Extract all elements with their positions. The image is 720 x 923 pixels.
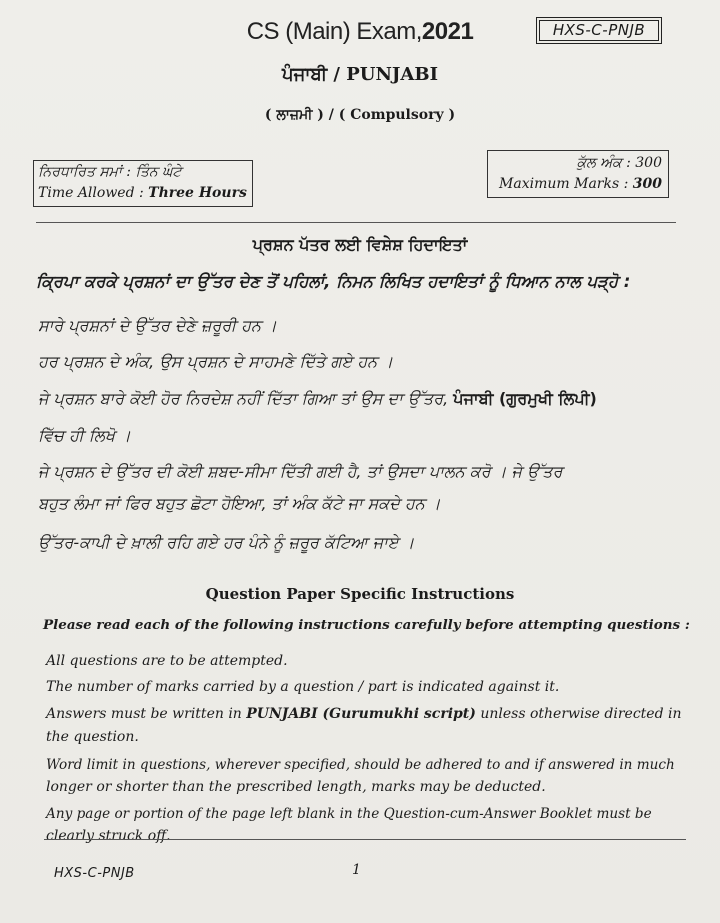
english-instruction-3-text: Answers must be written in (46, 706, 247, 722)
maximum-marks-box (487, 150, 669, 198)
punjabi-instruction-3 (38, 389, 597, 409)
page-number: 1 (352, 862, 361, 878)
english-instruction-3-cont: the question. (46, 729, 139, 745)
paper-code-box: HXS-C-PNJB (536, 17, 662, 44)
english-instruction-5-cont: clearly struck off. (46, 828, 171, 844)
time-allowed-box (33, 160, 253, 207)
footer-paper-code: HXS-C-PNJB (54, 866, 135, 881)
compulsory-label: ( ਲਾਜ਼ਮੀ ) / ( Compulsory ) (264, 107, 456, 123)
punjabi-instruction-1: ਸਾਰੇ ਪ੍ਰਸ਼ਨਾਂ ਦੇ ਉੱਤਰ ਦੇਣੇ ਜ਼ਰੂਰੀ ਹਨ । (38, 316, 277, 335)
english-instruction-2: The number of marks carried by a question / part is indicated against it. (46, 679, 560, 695)
header-divider (36, 222, 676, 223)
english-instruction-5: Any page or portion of the page left blank in the Question-cum-Answer Booklet must be (46, 806, 652, 822)
punjabi-script-emphasis: ਪੰਜਾਬੀ (ਗੁਰਮੁਖੀ ਲਿਪੀ) (453, 389, 597, 408)
english-instructions-heading: Question Paper Specific Instructions (205, 585, 515, 603)
english-lead-instruction: Please read each of the following instructions carefully before attempting questions : (43, 617, 690, 633)
maximum-marks-english (499, 176, 662, 192)
exam-title-text: CS (Main) Exam, (246, 18, 422, 45)
punjabi-instruction-3-text: ਜੇ ਪ੍ਰਸ਼ਨ ਬਾਰੇ ਕੋਈ ਹੋਰ ਨਿਰਦੇਸ਼ ਨਹੀਂ ਦਿੱਤਾ ਗਿਆ ਤਾਂ ਉਸ ਦਾ ਉੱਤਰ, (38, 389, 454, 408)
maximum-marks-label: Maximum Marks : (499, 176, 633, 192)
time-allowed-label: Time Allowed : (38, 185, 149, 201)
punjabi-instructions-heading: ਪ੍ਰਸ਼ਨ ਪੱਤਰ ਲਈ ਵਿਸ਼ੇਸ਼ ਹਿਦਾਇਤਾਂ (252, 235, 468, 254)
english-instruction-4: Word limit in questions, wherever specified, should be adhered to and if answered in much (46, 757, 675, 773)
exam-year: 2021 (421, 18, 474, 45)
time-allowed-english (38, 185, 247, 201)
english-instruction-3-tail: unless otherwise directed in (475, 706, 682, 722)
punjabi-instruction-3-cont: ਵਿੱਚ ਹੀ ਲਿਖੋ । (38, 426, 131, 445)
punjabi-lead-instruction: ਕ੍ਰਿਪਾ ਕਰਕੇ ਪ੍ਰਸ਼ਨਾਂ ਦਾ ਉੱਤਰ ਦੇਣ ਤੋਂ ਪਹਿਲਾਂ, ਨਿਮਨ ਲਿਖਿਤ ਹਦਾਇਤਾਂ ਨੂੰ ਧਿਆਨ ਨਾਲ ਪੜ੍ਹੋ : (36, 272, 631, 291)
subject-title: ਪੰਜਾਬੀ / PUNJABI (281, 64, 439, 85)
time-allowed-value: Three Hours (148, 185, 247, 201)
maximum-marks-punjabi: ਕੁੱਲ ਅੰਕ : 300 (576, 155, 662, 171)
maximum-marks-value: 300 (632, 176, 662, 192)
english-instruction-1: All questions are to be attempted. (46, 653, 288, 669)
english-script-emphasis: PUNJABI (Gurumukhi script) (246, 706, 476, 722)
punjabi-instruction-4-cont: ਬਹੁਤ ਲੰਮਾ ਜਾਂ ਫਿਰ ਬਹੁਤ ਛੋਟਾ ਹੋਇਆ, ਤਾਂ ਅੰਕ ਕੱਟੇ ਜਾ ਸਕਦੇ ਹਨ । (38, 494, 441, 513)
english-instruction-3 (46, 706, 681, 722)
punjabi-instruction-5: ਉੱਤਰ-ਕਾਪੀ ਦੇ ਖ਼ਾਲੀ ਰਹਿ ਗਏ ਹਰ ਪੰਨੇ ਨੂੰ ਜ਼ਰੂਰ ਕੱਟਿਆ ਜਾਏ । (38, 533, 415, 552)
punjabi-instruction-4: ਜੇ ਪ੍ਰਸ਼ਨ ਦੇ ਉੱਤਰ ਦੀ ਕੋਈ ਸ਼ਬਦ-ਸੀਮਾ ਦਿੱਤੀ ਗਈ ਹੈ, ਤਾਂ ਉਸਦਾ ਪਾਲਨ ਕਰੋ । ਜੇ ਉੱਤਰ (38, 462, 563, 481)
punjabi-instruction-2: ਹਰ ਪ੍ਰਸ਼ਨ ਦੇ ਅੰਕ, ਉਸ ਪ੍ਰਸ਼ਨ ਦੇ ਸਾਹਮਣੇ ਦਿੱਤੇ ਗਏ ਹਨ । (38, 352, 394, 371)
english-instruction-4-cont: longer or shorter than the prescribed length, marks may be deducted. (46, 779, 546, 795)
footer-divider (44, 839, 686, 840)
time-allowed-punjabi: ਨਿਰਧਾਰਿਤ ਸਮਾਂ : ਤਿੰਨ ਘੰਟੇ (38, 164, 182, 180)
